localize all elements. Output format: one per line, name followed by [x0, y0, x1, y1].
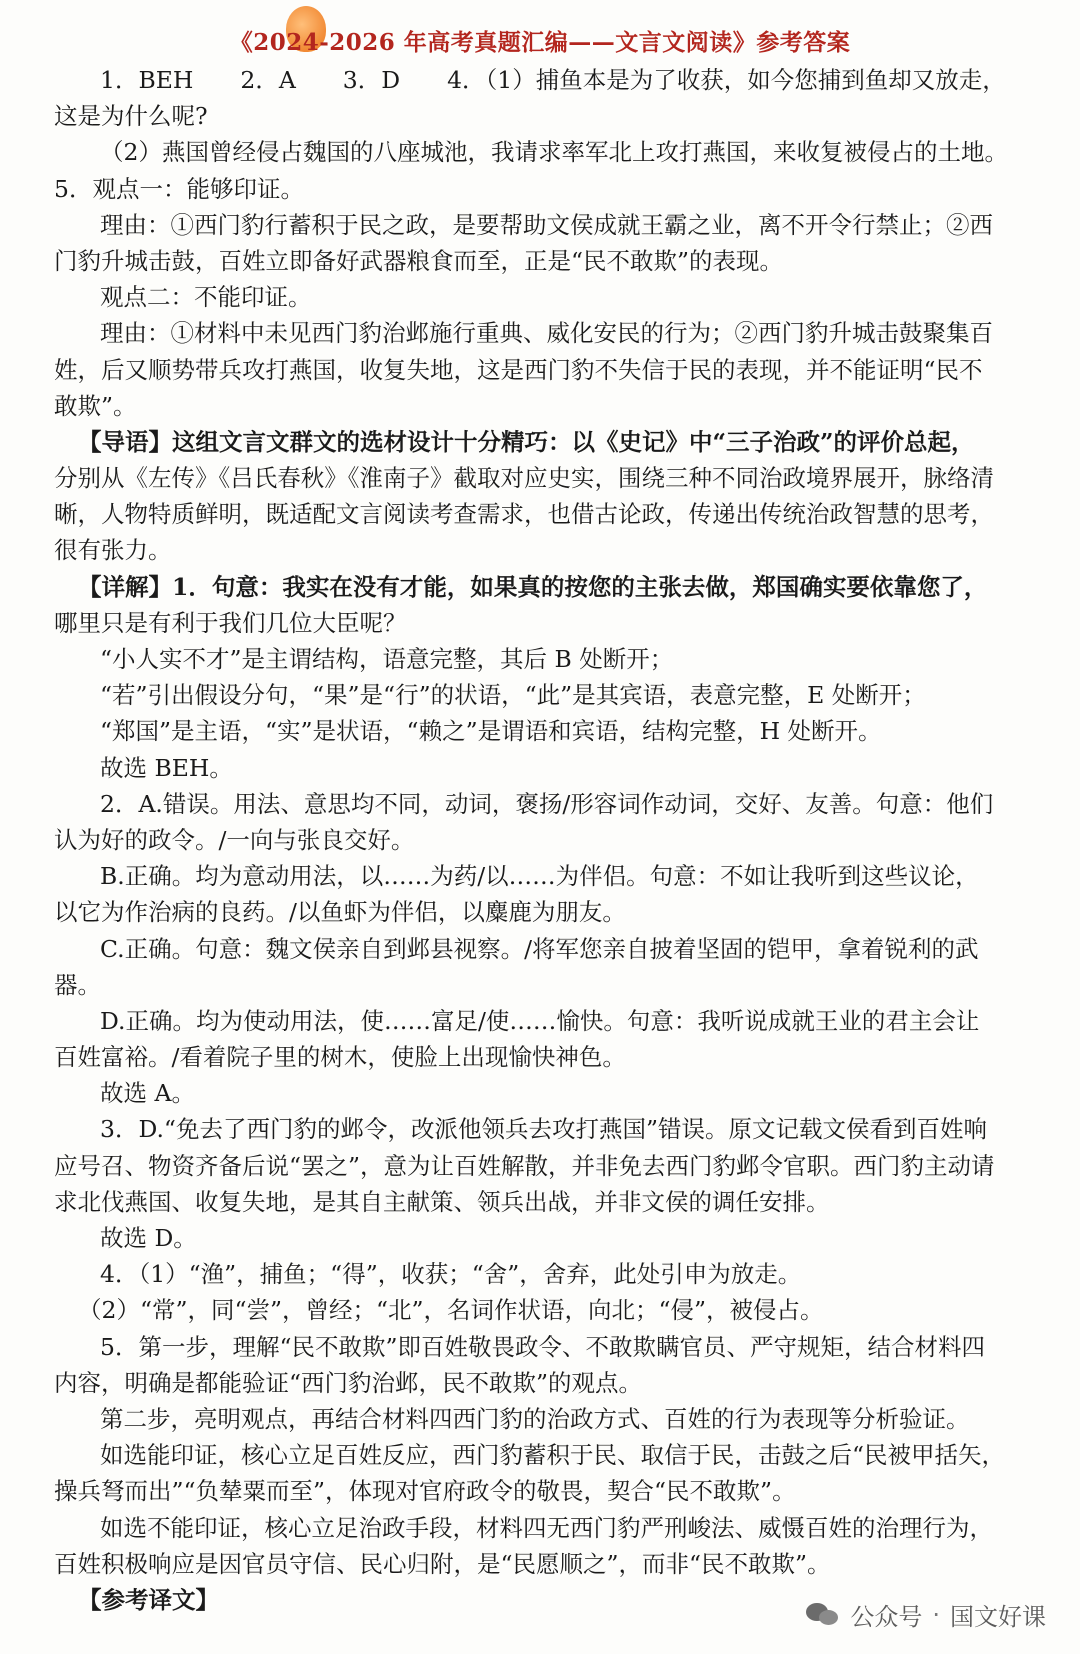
- answer-line: 观点二：不能印证。: [100, 283, 312, 312]
- answer-line: “小人实不才”是主谓结构，语意完整，其后 B 处断开；: [100, 645, 674, 673]
- answer-line: 5．观点一：能够印证。: [54, 174, 304, 203]
- answer-line: 分别从《左传》《吕氏春秋》《淮南子》截取对应史实，围绕三种不同治政境界展开，脉络清: [54, 464, 994, 493]
- answer-line: 很有张力。: [54, 536, 172, 565]
- watermark-name: 国文好课: [950, 1603, 1046, 1631]
- answer-line: “若”引出假设分句，“果”是“行”的状语，“此”是其宾语，表意完整，E 处断开；: [100, 681, 926, 710]
- answer-line: 以它为作治病的良药。/以鱼虾为伴侣，以麋鹿为朋友。: [54, 898, 626, 927]
- wechat-watermark: [806, 1597, 1046, 1632]
- answer-line: 4．（1）“渔”，捕鱼；“得”，收获；“舍”，舍弃，此处引申为放走。: [100, 1260, 802, 1289]
- answer-line: 门豹升城击鼓，百姓立即备好武器粮食而至，正是“民不敢欺”的表现。: [54, 246, 784, 275]
- answer-line: 如选不能印证，核心立足治政手段，材料四无西门豹严刑峻法、威慑百姓的治理行为，: [100, 1513, 993, 1542]
- answer-line: 求北伐燕国、收复失地，是其自主献策、领兵出战，并非文侯的调任安排。: [54, 1187, 830, 1216]
- answer-line: 故选 A。: [100, 1079, 195, 1108]
- answer-line: 理由：①材料中未见西门豹治邺施行重典、威化安民的行为；②西门豹升城击鼓聚集百: [100, 319, 993, 348]
- answer-line: 如选能印证，核心立足百姓反应，西门豹蓄积于民、取信于民，击鼓之后“民被甲括矢，: [100, 1441, 1006, 1470]
- answer-line: 故选 D。: [100, 1224, 197, 1252]
- watermark-separator: ·: [932, 1600, 940, 1629]
- answer-line: 这是为什么呢?: [54, 102, 208, 131]
- answer-line: 操兵弩而出”“负辇粟而至”，体现对官府政令的敬畏，契合“民不敢欺”。: [54, 1477, 796, 1506]
- answer-line: 内容，明确是都能验证“西门豹治邺，民不敢欺”的观点。: [54, 1368, 643, 1397]
- answer-line: 姓，后又顺势带兵攻打燕国，收复失地，这是西门豹不失信于民的表现，并不能证明“民不: [54, 355, 983, 384]
- answer-line: 【详解】1．句意：我实在没有才能，如果真的按您的主张去做，郑国确实要依靠您了，: [78, 572, 988, 601]
- answer-body: [54, 62, 1022, 1618]
- answer-line: B.正确。均为意动用法，以……为药/以……为伴侣。句意：不如让我听到这些议论，: [100, 862, 979, 891]
- answer-line: C.正确。句意：魏文侯亲自到邺县视察。/将军您亲自披着坚固的铠甲，拿着锐利的武: [100, 934, 979, 963]
- document-title: 《2024-2026 年高考真题汇编——文言文阅读》参考答案: [229, 29, 851, 56]
- answer-line: 2．A.错误。用法、意思均不同，动词，褒扬/形容词作动词，交好、友善。句意：他们: [100, 789, 994, 818]
- answer-line: D.正确。均为使动用法，使……富足/使……愉快。句意：我听说成就王业的君主会让: [100, 1006, 980, 1035]
- answer-line: 故选 BEH。: [100, 753, 233, 782]
- answer-line: 【导语】这组文言文群文的选材设计十分精巧：以《史记》中“三子治政”的评价总起，: [78, 427, 975, 456]
- answer-line: 认为好的政令。/一向与张良交好。: [54, 825, 415, 854]
- answer-line: （2）“常”，同“尝”，曾经；“北”，名词作状语，向北；“侵”，被侵占。: [78, 1296, 824, 1325]
- answer-line: “郑国”是主语，“实”是状语，“赖之”是谓语和宾语，结构完整，H 处断开。: [100, 717, 882, 746]
- answer-line: 器。: [54, 970, 101, 999]
- answer-line: 哪里只是有利于我们几位大臣呢？: [54, 608, 407, 637]
- answer-line: 敢欺”。: [54, 391, 137, 420]
- watermark-account-label: 公众号: [850, 1603, 923, 1631]
- answer-line: （2）燕国曾经侵占魏国的八座城池，我请求率军北上攻打燕国，来收复被侵占的土地。: [100, 138, 1008, 167]
- answer-line: 3．D.“免去了西门豹的邺令，改派他领兵去攻打燕国”错误。原文记载文侯看到百姓响: [100, 1115, 987, 1144]
- answer-line: 百姓积极响应是因官员守信、民心归附，是“民愿顺之”，而非“民不敢欺”。: [54, 1549, 831, 1578]
- answer-line: 第二步，亮明观点，再结合材料四西门豹的治政方式、百姓的行为表现等分析验证。: [100, 1404, 970, 1433]
- answer-line: 5．第一步，理解“民不敢欺”即百姓敬畏政令、不敢欺瞒官员、严守规矩，结合材料四: [100, 1332, 985, 1361]
- answer-line: 百姓富裕。/看着院子里的树木，使脸上出现愉快神色。: [54, 1043, 626, 1072]
- wechat-icon: [806, 1601, 840, 1629]
- answer-line: 理由：①西门豹行蓄积于民之政，是要帮助文侯成就王霸之业，离不开令行禁止；②西: [100, 210, 993, 239]
- answer-line: 应号召、物资齐备后说“罢之”，意为让百姓解散，并非免去西门豹邺令官职。西门豹主动请: [54, 1151, 995, 1180]
- answer-line: 晰，人物特质鲜明，既适配文言阅读考查需求，也借古论政，传递出传统治政智慧的思考，: [54, 500, 994, 529]
- answer-line: 1．BEH 2．A 3．D 4．（1）捕鱼本是为了收获，如今您捕到鱼却又放走，: [100, 66, 1006, 94]
- answer-line: 【参考译文】: [78, 1585, 219, 1614]
